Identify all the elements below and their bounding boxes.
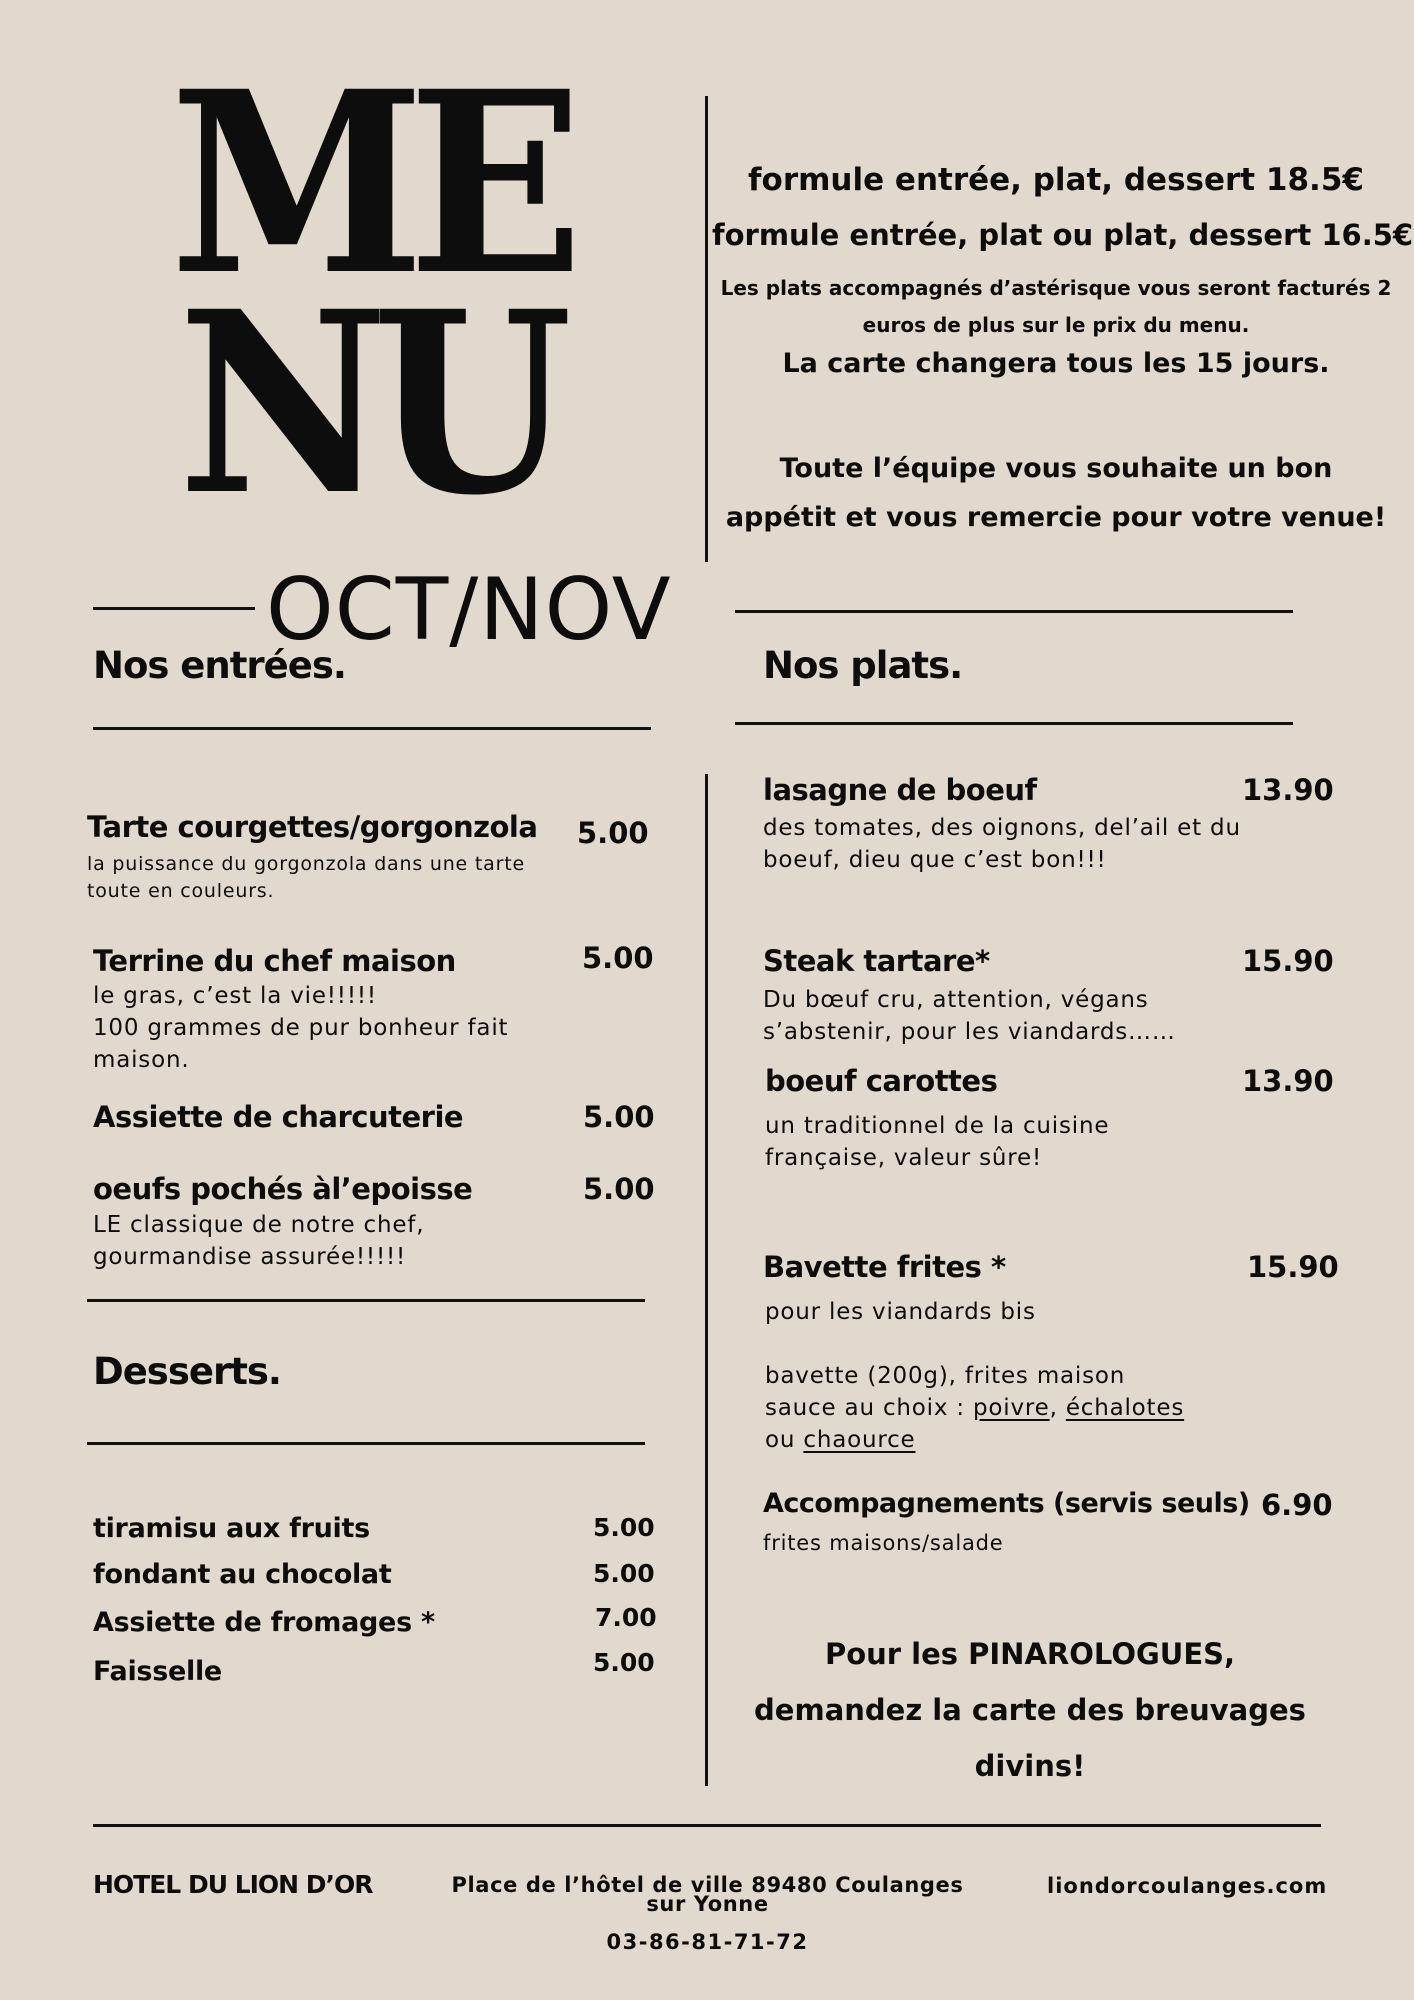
plat-desc: des tomates, des oignons, del’ail et du boeuf, dieu que c’est bon!!! bbox=[763, 815, 1241, 873]
entree-price: 5.00 bbox=[583, 1100, 655, 1134]
formula-3-courses: formule entrée, plat, dessert 18.5€ bbox=[748, 162, 1364, 198]
dessert-name: Faisselle bbox=[93, 1656, 222, 1687]
desserts-top-rule bbox=[87, 1299, 645, 1302]
hotel-address: Place de l’hôtel de ville 89480 Coulanges sur Yonne bbox=[451, 1873, 964, 1916]
plats-top-rule bbox=[735, 610, 1293, 613]
sauce-poivre: poivre bbox=[973, 1395, 1050, 1421]
date-rule bbox=[93, 607, 255, 610]
menu-title-line1: ME bbox=[170, 36, 567, 330]
sauce-prefix: sauce au choix : bbox=[765, 1395, 974, 1421]
entree-desc bbox=[93, 980, 533, 1076]
menu-title-line2: NU bbox=[178, 256, 556, 550]
plat-price: 15.90 bbox=[1242, 944, 1334, 978]
dessert-price: 5.00 bbox=[593, 1648, 655, 1677]
menu-date: OCT/NOV bbox=[266, 560, 672, 660]
entree-desc: LE classique de notre chef, gourmandise assurée!!!!! bbox=[93, 1212, 425, 1270]
dessert-name: fondant au chocolat bbox=[93, 1559, 392, 1590]
plat-name: boeuf carottes bbox=[765, 1064, 998, 1098]
dessert-name: tiramisu aux fruits bbox=[93, 1513, 370, 1544]
plat-price: 6.90 bbox=[1261, 1488, 1333, 1522]
plat-desc: Du bœuf cru, attention, végans s’abstenir, pour les viandards…… bbox=[763, 987, 1176, 1045]
desserts-rule bbox=[87, 1442, 645, 1445]
sauce-line bbox=[765, 1392, 1245, 1424]
plat-name: Bavette frites * bbox=[763, 1250, 1006, 1284]
entree-name: Tarte courgettes/gorgonzola bbox=[87, 810, 538, 844]
plat-name: Accompagnements (servis seuls) bbox=[763, 1488, 1250, 1519]
plat-desc: un traditionnel de la cuisine française, valeur sûre! bbox=[765, 1113, 1110, 1171]
plat-desc bbox=[765, 1296, 1245, 1456]
change-note: La carte changera tous les 15 jours. bbox=[782, 348, 1330, 379]
dessert-price: 5.00 bbox=[593, 1559, 655, 1588]
dessert-price: 5.00 bbox=[593, 1513, 655, 1542]
hotel-name: HOTEL DU LION D’OR bbox=[93, 1870, 373, 1899]
plats-rule bbox=[735, 722, 1293, 725]
sauce-chaource: chaource bbox=[803, 1427, 916, 1453]
greeting-note: Toute l’équipe vous souhaite un bon appétit et vous remercie pour votre venue! bbox=[725, 453, 1387, 533]
plat-price: 13.90 bbox=[1242, 1064, 1334, 1098]
plat-name: Steak tartare* bbox=[763, 944, 990, 978]
plats-heading: Nos plats. bbox=[763, 644, 963, 687]
plat-desc-line: pour les viandards bis bbox=[765, 1299, 1036, 1325]
plat-desc-line: bavette (200g), frites maison bbox=[765, 1363, 1126, 1389]
formula-2-courses: formule entrée, plat ou plat, dessert 16.5€ bbox=[712, 218, 1414, 252]
entree-desc-line: le gras, c’est la vie!!!!! bbox=[93, 983, 377, 1009]
entree-name: oeufs pochés àl’epoisse bbox=[93, 1172, 473, 1206]
dessert-name: Assiette de fromages * bbox=[93, 1607, 435, 1638]
plat-desc: frites maisons/salade bbox=[763, 1531, 1004, 1555]
entrees-rule bbox=[93, 727, 651, 730]
entree-name: Terrine du chef maison bbox=[93, 944, 456, 978]
plat-price: 13.90 bbox=[1242, 773, 1334, 807]
dessert-price: 7.00 bbox=[595, 1603, 657, 1632]
hotel-phone: 03-86-81-71-72 bbox=[606, 1930, 809, 1954]
entree-price: 5.00 bbox=[577, 816, 649, 850]
plat-price: 15.90 bbox=[1247, 1250, 1339, 1284]
entree-desc: la puissance du gorgonzola dans une tarte toute en couleurs. bbox=[87, 853, 525, 902]
entree-price: 5.00 bbox=[582, 941, 654, 975]
vertical-divider-top bbox=[705, 96, 708, 562]
sauce-line bbox=[765, 1424, 1245, 1456]
sauce-separator: , bbox=[1049, 1395, 1066, 1421]
entrees-heading: Nos entrées. bbox=[93, 644, 346, 687]
entree-price: 5.00 bbox=[583, 1172, 655, 1206]
vertical-divider-main bbox=[705, 774, 708, 1786]
asterisk-note: Les plats accompagnés d’astérisque vous seront facturés 2 euros de plus sur le prix du menu. bbox=[720, 276, 1392, 337]
sauce-prefix: ou bbox=[765, 1427, 804, 1453]
drinks-note: Pour les PINAROLOGUES, demandez la carte des breuvages divins! bbox=[754, 1637, 1306, 1783]
hotel-website[interactable]: liondorcoulanges.com bbox=[1047, 1874, 1328, 1898]
entree-desc-line: 100 grammes de pur bonheur fait maison. bbox=[93, 1015, 509, 1073]
footer-rule bbox=[93, 1824, 1321, 1827]
desserts-heading: Desserts. bbox=[93, 1350, 281, 1393]
entree-name: Assiette de charcuterie bbox=[93, 1100, 464, 1134]
sauce-echalotes: échalotes bbox=[1065, 1395, 1185, 1421]
plat-name: lasagne de boeuf bbox=[763, 773, 1037, 807]
